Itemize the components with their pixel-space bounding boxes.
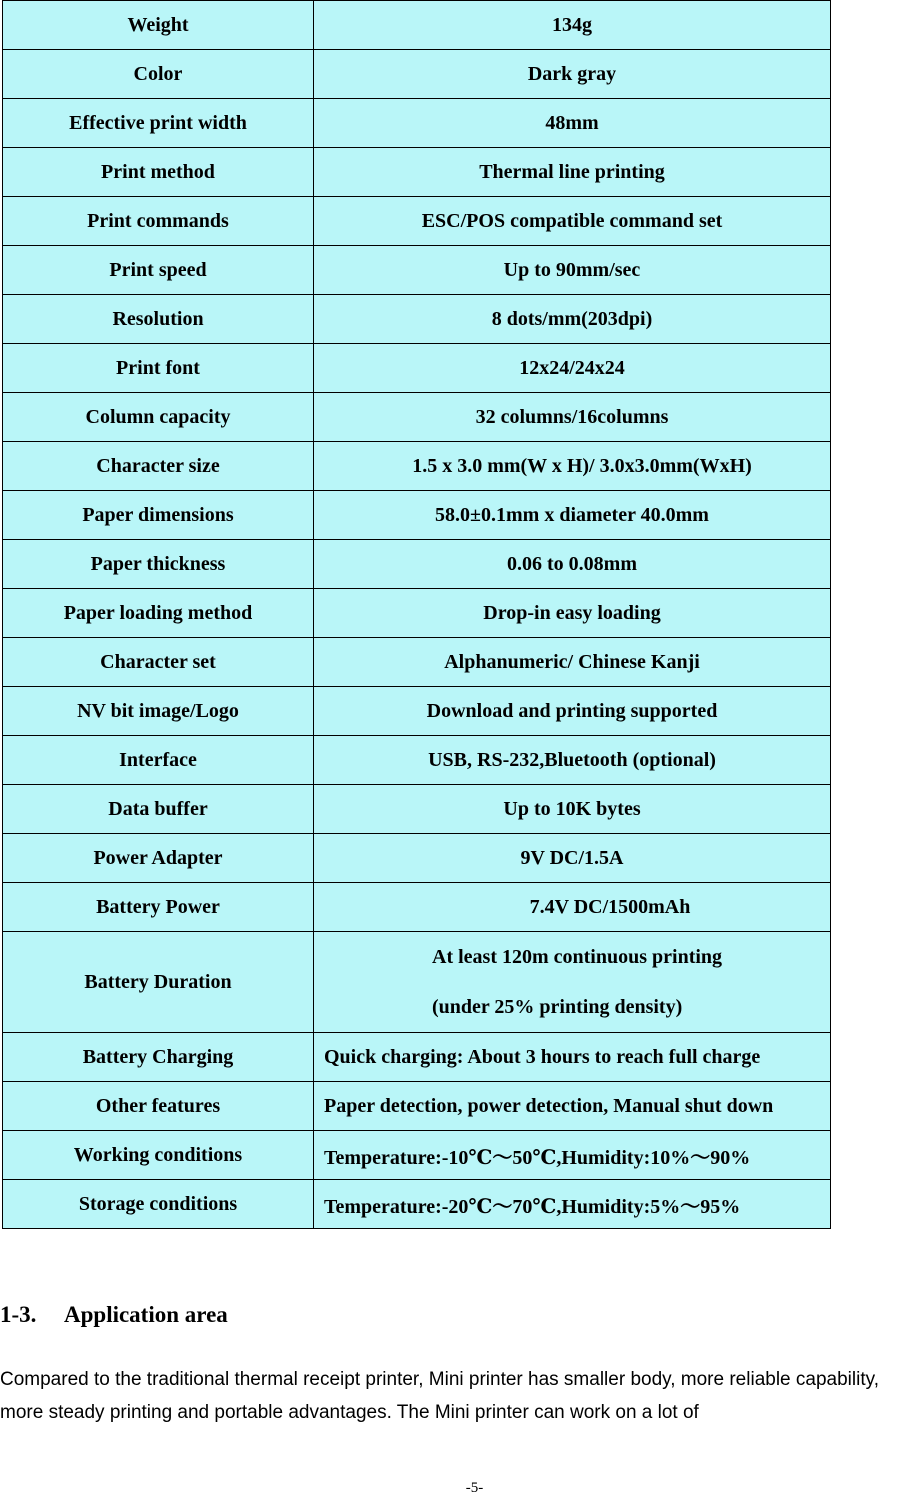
spec-key: Other features bbox=[3, 1082, 314, 1131]
table-row bbox=[3, 50, 831, 99]
spec-key: Power Adapter bbox=[3, 834, 314, 883]
spec-value: Quick charging: About 3 hours to reach full charge bbox=[314, 1033, 831, 1082]
spec-key: Resolution bbox=[3, 295, 314, 344]
page-number: -5- bbox=[465, 1480, 484, 1496]
spec-value: 48mm bbox=[314, 99, 831, 148]
table-row bbox=[3, 932, 831, 1033]
section-number: 1-3. bbox=[0, 1302, 37, 1327]
spec-value: Up to 90mm/sec bbox=[314, 246, 831, 295]
spec-value: 9V DC/1.5A bbox=[314, 834, 831, 883]
spec-key: Color bbox=[3, 50, 314, 99]
table-row bbox=[3, 834, 831, 883]
spec-key: Data buffer bbox=[3, 785, 314, 834]
section-title: Application area bbox=[64, 1302, 228, 1327]
spec-key: Character size bbox=[3, 442, 314, 491]
spec-value: 0.06 to 0.08mm bbox=[314, 540, 831, 589]
spec-key: Paper dimensions bbox=[3, 491, 314, 540]
table-row bbox=[3, 295, 831, 344]
spec-key: Paper thickness bbox=[3, 540, 314, 589]
table-row bbox=[3, 638, 831, 687]
spec-value bbox=[314, 932, 831, 1033]
table-row bbox=[3, 883, 831, 932]
spec-value: Dark gray bbox=[314, 50, 831, 99]
table-row bbox=[3, 344, 831, 393]
spec-value: Paper detection, power detection, Manual shut down bbox=[314, 1082, 831, 1131]
spec-key: Effective print width bbox=[3, 99, 314, 148]
section-body-text: Compared to the traditional thermal receipt printer, Mini printer has smaller body, more reliable capability, more steady printing and portable advantages. The Mini printer can work on a lot of bbox=[0, 1369, 879, 1423]
table-row bbox=[3, 1082, 831, 1131]
table-row bbox=[3, 148, 831, 197]
section-heading bbox=[0, 1302, 228, 1328]
spec-key: Paper loading method bbox=[3, 589, 314, 638]
spec-value: 1.5 x 3.0 mm(W x H)/ 3.0x3.0mm(WxH) bbox=[314, 442, 831, 491]
spec-value: 12x24/24x24 bbox=[314, 344, 831, 393]
table-row bbox=[3, 442, 831, 491]
table-row bbox=[3, 589, 831, 638]
spec-value: USB, RS-232,Bluetooth (optional) bbox=[314, 736, 831, 785]
spec-value-line: (under 25% printing density) bbox=[432, 996, 683, 1018]
spec-key: Print method bbox=[3, 148, 314, 197]
table-row bbox=[3, 197, 831, 246]
spec-key: Character set bbox=[3, 638, 314, 687]
table-row bbox=[3, 1, 831, 50]
spec-key: Interface bbox=[3, 736, 314, 785]
spec-value: 7.4V DC/1500mAh bbox=[314, 883, 831, 932]
table-row bbox=[3, 687, 831, 736]
table-row bbox=[3, 393, 831, 442]
spec-value: 134g bbox=[314, 1, 831, 50]
table-row bbox=[3, 491, 831, 540]
spec-value: 32 columns/16columns bbox=[314, 393, 831, 442]
table-row bbox=[3, 99, 831, 148]
spec-key: Working conditions bbox=[3, 1131, 314, 1180]
spec-key: NV bit image/Logo bbox=[3, 687, 314, 736]
table-row bbox=[3, 246, 831, 295]
spec-value: Download and printing supported bbox=[314, 687, 831, 736]
table-row bbox=[3, 785, 831, 834]
table-row bbox=[3, 1180, 831, 1229]
table-row bbox=[3, 736, 831, 785]
spec-value: 8 dots/mm(203dpi) bbox=[314, 295, 831, 344]
spec-key: Print speed bbox=[3, 246, 314, 295]
specification-table bbox=[2, 0, 831, 1229]
spec-key: Weight bbox=[3, 1, 314, 50]
spec-value: Drop-in easy loading bbox=[314, 589, 831, 638]
spec-value-line: At least 120m continuous printing bbox=[432, 946, 723, 968]
spec-key: Battery Duration bbox=[3, 932, 314, 1033]
spec-key: Print font bbox=[3, 344, 314, 393]
table-row bbox=[3, 540, 831, 589]
spec-value: Thermal line printing bbox=[314, 148, 831, 197]
spec-value: Temperature:-10℃～50℃,Humidity:10%～90% bbox=[314, 1131, 831, 1180]
spec-key: Battery Power bbox=[3, 883, 314, 932]
spec-key: Battery Charging bbox=[3, 1033, 314, 1082]
table-row bbox=[3, 1033, 831, 1082]
table-row bbox=[3, 1131, 831, 1180]
spec-key: Column capacity bbox=[3, 393, 314, 442]
spec-key: Storage conditions bbox=[3, 1180, 314, 1229]
spec-value: Temperature:-20℃～70℃,Humidity:5%～95% bbox=[314, 1180, 831, 1229]
spec-value: ESC/POS compatible command set bbox=[314, 197, 831, 246]
spec-value: Up to 10K bytes bbox=[314, 785, 831, 834]
spec-value: 58.0±0.1mm x diameter 40.0mm bbox=[314, 491, 831, 540]
spec-value: Alphanumeric/ Chinese Kanji bbox=[314, 638, 831, 687]
spec-key: Print commands bbox=[3, 197, 314, 246]
